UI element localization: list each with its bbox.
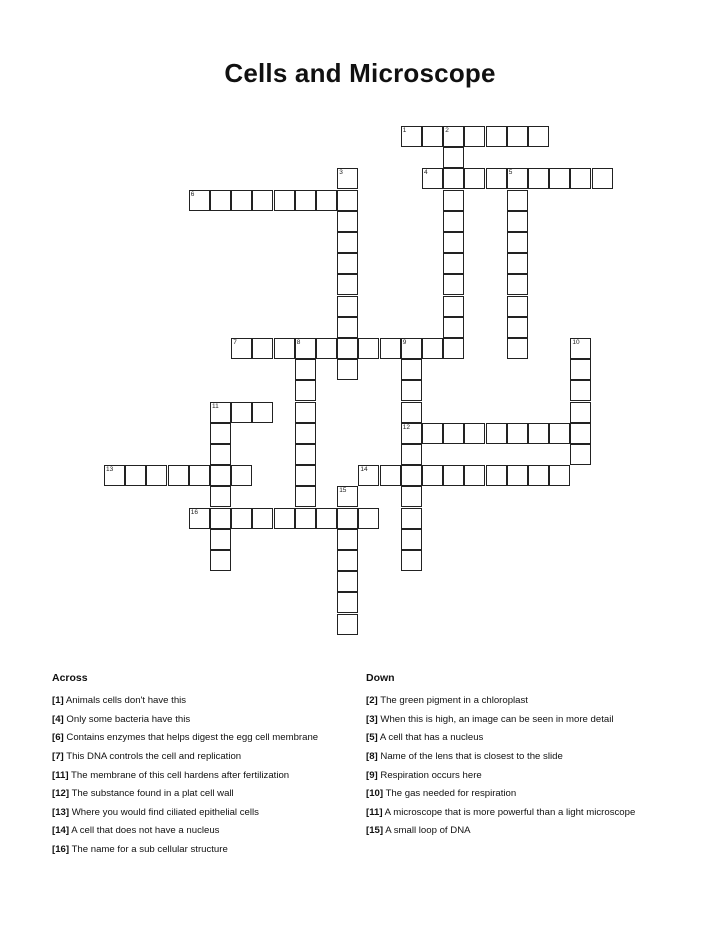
crossword-cell[interactable] xyxy=(401,338,422,359)
crossword-cell[interactable] xyxy=(507,211,528,232)
clue-across xyxy=(52,751,342,762)
crossword-cell[interactable] xyxy=(401,380,422,401)
cell-number: 6 xyxy=(190,190,195,198)
clue-across xyxy=(52,788,342,799)
crossword-cell[interactable] xyxy=(401,423,422,444)
clue-number: [9] xyxy=(366,769,378,781)
crossword-cell[interactable] xyxy=(422,338,443,359)
crossword-cell[interactable] xyxy=(337,317,358,338)
clue-down xyxy=(366,732,656,743)
crossword-cell[interactable] xyxy=(337,211,358,232)
crossword-cell[interactable] xyxy=(422,423,443,444)
crossword-cell[interactable] xyxy=(401,529,422,550)
clue-down xyxy=(366,825,656,836)
crossword-cell[interactable] xyxy=(443,296,464,317)
crossword-cell[interactable] xyxy=(210,190,231,211)
crossword-cell[interactable] xyxy=(337,508,358,529)
clue-text: A small loop of DNA xyxy=(385,825,471,837)
clue-down xyxy=(366,770,656,781)
crossword-cell[interactable] xyxy=(337,338,358,359)
clue-number: [3] xyxy=(366,713,378,725)
crossword-cell[interactable] xyxy=(549,465,570,486)
crossword-cell[interactable] xyxy=(295,423,316,444)
crossword-cell[interactable] xyxy=(443,211,464,232)
crossword-cell[interactable] xyxy=(443,274,464,295)
clue-number: [7] xyxy=(52,750,64,762)
crossword-cell[interactable] xyxy=(274,338,295,359)
crossword-cell[interactable] xyxy=(210,508,231,529)
clue-text: The green pigment in a chloroplast xyxy=(380,695,528,707)
crossword-cell[interactable] xyxy=(422,465,443,486)
crossword-cell[interactable] xyxy=(401,508,422,529)
crossword-cell[interactable] xyxy=(422,168,443,189)
crossword-cell[interactable] xyxy=(337,614,358,635)
clue-number: [5] xyxy=(366,732,378,744)
crossword-cell[interactable] xyxy=(316,508,337,529)
crossword-cell[interactable] xyxy=(189,508,210,529)
clue-text: Respiration occurs here xyxy=(380,769,482,781)
crossword-cell[interactable] xyxy=(337,571,358,592)
cell-number: 1 xyxy=(402,127,407,134)
cell-number: 5 xyxy=(508,169,513,177)
clue-down xyxy=(366,788,656,799)
crossword-cell[interactable] xyxy=(507,168,528,189)
clue-text: Animals cells don't have this xyxy=(65,695,187,707)
clue-number: [16] xyxy=(52,844,70,856)
crossword-cell[interactable] xyxy=(507,338,528,359)
down-heading: Down xyxy=(366,672,395,684)
crossword-cell[interactable] xyxy=(316,190,337,211)
crossword-cell[interactable] xyxy=(380,465,401,486)
clue-number: [1] xyxy=(52,695,64,707)
crossword-cell[interactable] xyxy=(358,465,379,486)
crossword-cell[interactable] xyxy=(252,190,273,211)
crossword-cell[interactable] xyxy=(295,508,316,529)
clue-number: [12] xyxy=(52,788,70,800)
clue-number: [14] xyxy=(52,825,70,837)
crossword-cell[interactable] xyxy=(210,529,231,550)
cell-number: 16 xyxy=(190,508,199,516)
crossword-cell[interactable] xyxy=(231,402,252,423)
crossword-cell[interactable] xyxy=(295,444,316,465)
crossword-cell[interactable] xyxy=(337,592,358,613)
crossword-cell[interactable] xyxy=(401,402,422,423)
crossword-cell[interactable] xyxy=(252,338,273,359)
clue-text: The membrane of this cell hardens after fertilization xyxy=(71,769,290,781)
crossword-cell[interactable] xyxy=(337,232,358,253)
across-clues xyxy=(52,672,342,863)
crossword-cell[interactable] xyxy=(295,338,316,359)
across-heading: Across xyxy=(52,672,88,684)
clue-text: The name for a sub cellular structure xyxy=(71,844,228,856)
crossword-cell[interactable] xyxy=(507,465,528,486)
clue-number: [13] xyxy=(52,806,70,818)
clue-text: Where you would find ciliated epithelial cells xyxy=(71,806,259,818)
crossword-cell[interactable] xyxy=(528,168,549,189)
clue-down xyxy=(366,807,656,818)
clue-text: The substance found in a plat cell wall xyxy=(71,788,234,800)
cell-number: 4 xyxy=(424,169,428,177)
crossword-cell[interactable] xyxy=(570,402,591,423)
cell-number: 2 xyxy=(445,127,449,134)
crossword-cell[interactable] xyxy=(528,465,549,486)
crossword-cell[interactable] xyxy=(337,296,358,317)
clue-down xyxy=(366,751,656,762)
crossword-cell[interactable] xyxy=(337,486,358,507)
crossword-cell[interactable] xyxy=(337,274,358,295)
crossword-cell[interactable] xyxy=(401,359,422,380)
crossword-cell[interactable] xyxy=(231,338,252,359)
crossword-cell[interactable] xyxy=(570,423,591,444)
crossword-cell[interactable] xyxy=(210,402,231,423)
crossword-cell[interactable] xyxy=(549,168,570,189)
crossword-cell[interactable] xyxy=(337,359,358,380)
page-title: Cells and Microscope xyxy=(224,58,496,88)
crossword-cell[interactable] xyxy=(274,190,295,211)
clue-text: Only some bacteria have this xyxy=(66,713,191,725)
crossword-cell[interactable] xyxy=(443,190,464,211)
crossword-cell[interactable] xyxy=(401,465,422,486)
clue-number: [6] xyxy=(52,732,64,744)
clue-text: A cell that has a nucleus xyxy=(379,732,484,744)
crossword-cell[interactable] xyxy=(337,550,358,571)
crossword-cell[interactable] xyxy=(295,465,316,486)
crossword-cell[interactable] xyxy=(337,190,358,211)
clue-across xyxy=(52,807,342,818)
crossword-cell[interactable] xyxy=(443,423,464,444)
crossword-cell[interactable] xyxy=(486,423,507,444)
clue-text: The gas needed for respiration xyxy=(385,788,517,800)
crossword-cell[interactable] xyxy=(168,465,189,486)
crossword-cell[interactable] xyxy=(274,508,295,529)
crossword-cell[interactable] xyxy=(570,338,591,359)
crossword-cell[interactable] xyxy=(464,168,485,189)
crossword-cell[interactable] xyxy=(443,232,464,253)
crossword-cell[interactable] xyxy=(464,423,485,444)
crossword-cell[interactable] xyxy=(210,550,231,571)
crossword-cell[interactable] xyxy=(210,486,231,507)
crossword-cell[interactable] xyxy=(401,550,422,571)
crossword-cell[interactable] xyxy=(486,168,507,189)
clue-across xyxy=(52,714,342,725)
crossword-cell[interactable] xyxy=(295,190,316,211)
clue-text: Name of the lens that is closest to the slide xyxy=(380,750,563,762)
crossword-cell[interactable] xyxy=(316,338,337,359)
clue-number: [8] xyxy=(366,750,378,762)
clue-across xyxy=(52,695,342,706)
cell-number: 13 xyxy=(106,466,114,474)
crossword-cell[interactable] xyxy=(507,190,528,211)
crossword-cell[interactable] xyxy=(486,126,507,147)
crossword-cell[interactable] xyxy=(401,126,422,147)
clue-number: [11] xyxy=(366,806,383,818)
crossword-cell[interactable] xyxy=(592,168,613,189)
crossword-cell[interactable] xyxy=(231,508,252,529)
crossword-cell[interactable] xyxy=(443,317,464,338)
crossword-cell[interactable] xyxy=(295,402,316,423)
clue-text: When this is high, an image can be seen in more detail xyxy=(380,713,614,725)
crossword-cell[interactable] xyxy=(570,444,591,465)
crossword-cell[interactable] xyxy=(189,465,210,486)
crossword-cell[interactable] xyxy=(507,232,528,253)
crossword-cell[interactable] xyxy=(401,444,422,465)
clue-across xyxy=(52,825,342,836)
crossword-cell[interactable] xyxy=(252,508,273,529)
clue-number: [11] xyxy=(52,769,69,781)
clue-number: [4] xyxy=(52,713,64,725)
crossword-cell[interactable] xyxy=(443,147,464,168)
crossword-cell[interactable] xyxy=(443,126,464,147)
crossword-cell[interactable] xyxy=(380,338,401,359)
crossword-cell[interactable] xyxy=(507,423,528,444)
clue-across xyxy=(52,844,342,855)
clue-number: [2] xyxy=(366,695,378,707)
crossword-cell[interactable] xyxy=(104,465,125,486)
crossword-cell[interactable] xyxy=(507,317,528,338)
crossword-cell[interactable] xyxy=(528,126,549,147)
crossword-cell[interactable] xyxy=(507,126,528,147)
crossword-cell[interactable] xyxy=(570,359,591,380)
clue-number: [10] xyxy=(366,788,384,800)
crossword-cell[interactable] xyxy=(507,296,528,317)
clue-text: This DNA controls the cell and replication xyxy=(66,750,242,762)
crossword-cell[interactable] xyxy=(231,190,252,211)
crossword-cell[interactable] xyxy=(422,126,443,147)
crossword-cell[interactable] xyxy=(337,529,358,550)
crossword-cell[interactable] xyxy=(549,423,570,444)
crossword-cell[interactable] xyxy=(189,190,210,211)
crossword-cell[interactable] xyxy=(358,508,379,529)
cell-number: 3 xyxy=(339,169,343,177)
cell-number: 11 xyxy=(212,402,219,410)
crossword-cell[interactable] xyxy=(358,338,379,359)
crossword-cell[interactable] xyxy=(507,253,528,274)
clue-across xyxy=(52,732,342,743)
crossword-cell[interactable] xyxy=(295,380,316,401)
clue-text: Contains enzymes that helps digest the egg cell membrane xyxy=(66,732,319,744)
down-clues xyxy=(366,672,656,844)
cell-number: 15 xyxy=(339,487,347,495)
crossword-cell[interactable] xyxy=(125,465,146,486)
clue-text: A microscope that is more powerful than a light microscope xyxy=(384,806,636,818)
crossword-cell[interactable] xyxy=(210,444,231,465)
cell-number: 12 xyxy=(402,423,411,431)
cell-number: 8 xyxy=(296,339,301,346)
cell-number: 10 xyxy=(572,339,580,346)
crossword-cell[interactable] xyxy=(401,486,422,507)
crossword-cell[interactable] xyxy=(443,168,464,189)
crossword-cell[interactable] xyxy=(210,423,231,444)
crossword-cell[interactable] xyxy=(528,423,549,444)
clue-text: A cell that does not have a nucleus xyxy=(71,825,220,837)
crossword-cell[interactable] xyxy=(231,465,252,486)
crossword-cell[interactable] xyxy=(337,253,358,274)
crossword-cell[interactable] xyxy=(464,126,485,147)
crossword-cell[interactable] xyxy=(486,465,507,486)
cell-number: 14 xyxy=(360,466,368,474)
cell-number: 7 xyxy=(233,339,237,346)
crossword-cell[interactable] xyxy=(295,486,316,507)
crossword-cell[interactable] xyxy=(443,338,464,359)
clue-down xyxy=(366,714,656,725)
crossword-cell[interactable] xyxy=(295,359,316,380)
crossword-cell[interactable] xyxy=(570,380,591,401)
crossword-cell[interactable] xyxy=(337,168,358,189)
crossword-cell[interactable] xyxy=(570,168,591,189)
crossword-cell[interactable] xyxy=(146,465,167,486)
crossword-cell[interactable] xyxy=(507,274,528,295)
crossword-cell[interactable] xyxy=(210,465,231,486)
clue-number: [15] xyxy=(366,825,384,837)
crossword-cell[interactable] xyxy=(443,465,464,486)
crossword-cell[interactable] xyxy=(464,465,485,486)
cell-number: 9 xyxy=(402,339,407,346)
clue-across xyxy=(52,770,342,781)
crossword-cell[interactable] xyxy=(252,402,273,423)
crossword-cell[interactable] xyxy=(443,253,464,274)
clue-down xyxy=(366,695,656,706)
